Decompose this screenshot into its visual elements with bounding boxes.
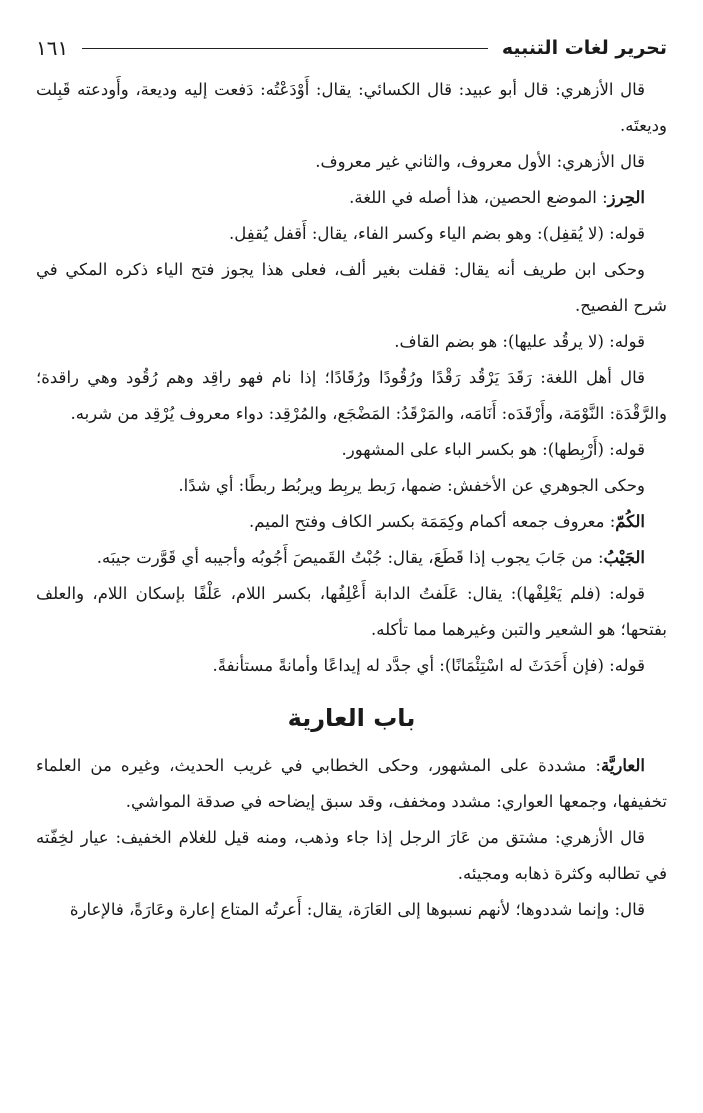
page-body [36, 72, 667, 928]
paragraph-text: قوله: (لا يرقُد عليها): هو بضم القاف. [394, 332, 645, 351]
paragraph-text: قوله: (فإن أَحَدَثَ له اسْتِئْمَانًا): أي جدَّد له إيداعًا وأمانةً مستأنفةً. [212, 656, 645, 675]
paragraph-text: : من جَابَ يجوب إذا قَطَعَ، يقال: جُبْتُ القَميصَ أَجُوبُه وأجيبه أي قَوَّرت جيبَه. [96, 548, 604, 567]
paragraph [36, 252, 667, 324]
paragraph-text: قال: وإنما شددوها؛ لأنهم نسبوها إلى العَارَة، يقال: أَعرتُه المتاع إعارة وعَارَةً، فالإعارة [69, 900, 645, 919]
text-block-bottom [36, 748, 667, 928]
text-block-top [36, 72, 667, 684]
paragraph [36, 504, 667, 540]
paragraph-text: وحكى ابن طريف أنه يقال: قفلت بغير ألف، فعلى هذا يجوز فتح الياء ذكره المكي في شرح الفصيح. [36, 260, 667, 315]
paragraph-text: قال الأزهري: قال أبو عبيد: قال الكسائي: يقال: أَوْدَعْتُه: دَفعت إليه وديعة، وأَودعته قَبِلت وديعتَه. [36, 80, 667, 135]
paragraph-text: قال الأزهري: مشتق من عَارَ الرجل إذا جاء وذهب، ومنه قيل للغلام الخفيف: عيار لخِفّته في تطالبه وكثرة ذهابه ومجيئه. [36, 828, 667, 883]
header-rule [82, 48, 488, 49]
paragraph [36, 892, 667, 928]
headword: الجَيْبُ [603, 548, 645, 567]
paragraph [36, 540, 667, 576]
running-title: تحرير لغات التنبيه [501, 37, 667, 59]
headword: الكُمّ [615, 512, 645, 531]
book-page [36, 30, 667, 1103]
paragraph-text: وحكى الجوهري عن الأخفش: ضمها، رَبط يربِط ويربُط ربطًا: أي شدًا. [178, 476, 645, 495]
paragraph [36, 324, 667, 360]
paragraph [36, 144, 667, 180]
paragraph-text: قوله: (لا يُقفِل): وهو بضم الياء وكسر الفاء، يقال: أَقفل يُقفِل. [229, 224, 645, 243]
paragraph-text: قال أهل اللغة: رَقَدَ يَرْقُد رَقْدًا ورُقُودًا ورُقَادًا؛ إذا نام فهو راقِد وهم رُقُود وهي راقدة؛ والرَّقْدَة: النَّوْمَة، وأَرْقَدَه: أَنَامَه، والمَرْقَدُ: المَضْجَع، والمُرْقِد: دواء معروف يُرْقِد من شربه. [36, 368, 667, 423]
paragraph-text: قال الأزهري: الأول معروف، والثاني غير معروف. [315, 152, 645, 171]
page-number: ١٦١ [36, 36, 69, 60]
paragraph [36, 468, 667, 504]
headword: الحِرز [607, 188, 645, 207]
paragraph-text: قوله: (أَرْبِطها): هو بكسر الباء على المشهور. [341, 440, 645, 459]
section-title: باب العارية [287, 704, 416, 732]
paragraph [36, 648, 667, 684]
running-header [36, 30, 667, 66]
paragraph-text: : معروف جمعه أكمام وكِمَمَة بكسر الكاف وفتح الميم. [249, 512, 616, 531]
paragraph [36, 180, 667, 216]
paragraph [36, 432, 667, 468]
paragraph [36, 72, 667, 144]
paragraph-text: : الموضع الحصين، هذا أصله في اللغة. [349, 188, 608, 207]
headword: العاريَّة [600, 756, 645, 775]
paragraph-text: : مشددة على المشهور، وحكى الخطابي في غريب الحديث، وغيره من العلماء تخفيفها، وجمعها العواري: مشدد ومخفف، وقد سبق إيضاحه في صدقة المواشي. [36, 756, 667, 811]
paragraph [36, 748, 667, 820]
paragraph [36, 360, 667, 432]
paragraph [36, 216, 667, 252]
paragraph [36, 820, 667, 892]
paragraph [36, 576, 667, 648]
paragraph-text: قوله: (فلم يَعْلِفْها): يقال: عَلَفتُ الدابة أَعْلِفُها، بكسر اللام، عَلْفًا بإسكان اللام، والعلف بفتحها؛ هو الشعير والتبن وغيرهما مما تأكله. [36, 584, 667, 639]
